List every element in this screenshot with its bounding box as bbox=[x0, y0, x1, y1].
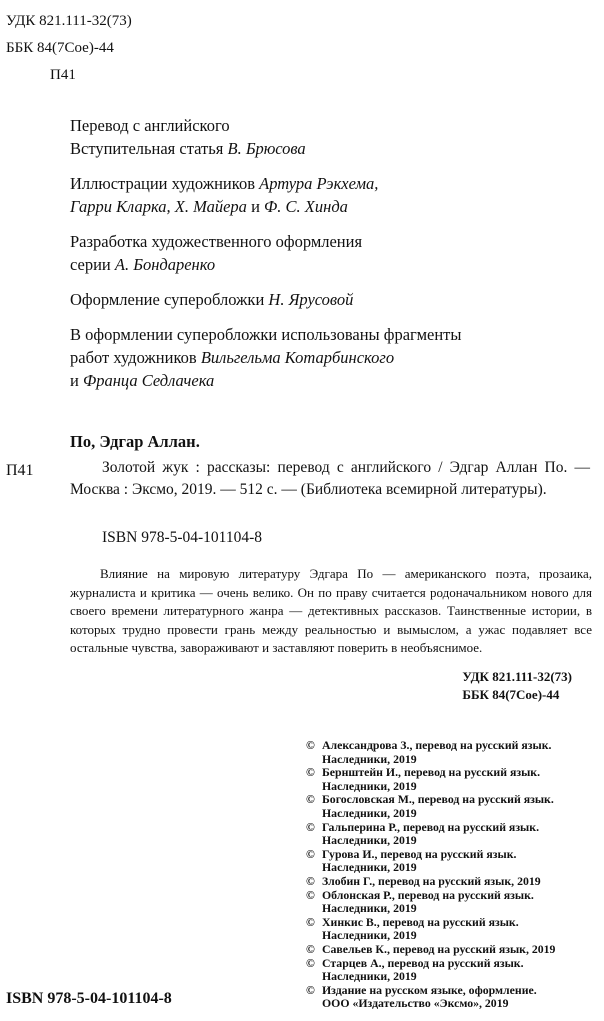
copyright-text bbox=[322, 916, 596, 943]
copyright-symbol: © bbox=[306, 873, 315, 888]
copyright-text bbox=[322, 875, 596, 889]
copyright-text bbox=[322, 821, 596, 848]
copyright-text bbox=[322, 739, 596, 766]
isbn-bottom: ISBN 978-5-04-101104-8 bbox=[6, 990, 172, 1007]
copyright-list bbox=[306, 739, 596, 1011]
copyright-line-1: Хинкис В., перевод на русский язык. bbox=[322, 914, 519, 929]
intro-label: Вступительная статья bbox=[70, 139, 228, 158]
copyright-symbol: © bbox=[306, 765, 315, 780]
copyright-item bbox=[306, 984, 596, 1011]
copyright-symbol: © bbox=[306, 792, 315, 807]
copyright-text bbox=[322, 957, 596, 984]
copyright-item bbox=[306, 957, 596, 984]
copyright-text bbox=[322, 984, 596, 1011]
udk-code-bottom: УДК 821.111-32(73) bbox=[462, 669, 572, 684]
author-sign-record: П41 bbox=[6, 462, 34, 479]
annotation bbox=[70, 565, 592, 658]
copyright-text bbox=[322, 848, 596, 875]
copyright-item bbox=[306, 943, 596, 957]
copyright-line-2: Наследники, 2019 bbox=[322, 969, 417, 984]
copyright-line-2: Наследники, 2019 bbox=[322, 901, 417, 916]
translation-line: Перевод с английского bbox=[70, 116, 230, 135]
bbk-code-top: ББК 84(7Сое)-44 bbox=[6, 40, 114, 56]
copyright-line-1: Александрова З., перевод на русский язык. bbox=[322, 738, 552, 752]
design-author: А. Бондаренко bbox=[114, 255, 216, 274]
copyright-symbol: © bbox=[306, 955, 315, 970]
credits-translation-intro bbox=[70, 114, 590, 160]
fragments-and: и bbox=[70, 371, 83, 390]
copyright-symbol: © bbox=[306, 738, 315, 752]
copyright-line-1: Издание на русском языке, оформление. bbox=[322, 982, 537, 997]
isbn-record: ISBN 978-5-04-101104-8 bbox=[102, 529, 263, 546]
copyright-item bbox=[306, 766, 596, 793]
credits-illustrations bbox=[70, 172, 590, 218]
copyright-text bbox=[322, 889, 596, 916]
copyright-line-1: Злобин Г., перевод на русский язык, 2019 bbox=[322, 873, 541, 888]
copyright-item bbox=[306, 889, 596, 916]
illustrations-label: Иллюстрации художников bbox=[70, 174, 260, 193]
copyright-line-2: ООО «Издательство «Эксмо», 2019 bbox=[322, 996, 509, 1011]
copyright-line-2: Наследники, 2019 bbox=[322, 751, 417, 766]
copyright-symbol: © bbox=[306, 887, 315, 902]
copyright-line-1: Облонская Р., перевод на русский язык. bbox=[322, 887, 534, 902]
bibliographic-description bbox=[70, 457, 590, 501]
copyright-line-2: Наследники, 2019 bbox=[322, 805, 417, 820]
copyright-line-1: Старцев А., перевод на русский язык. bbox=[322, 955, 524, 970]
copyright-line-2: Наследники, 2019 bbox=[322, 860, 417, 875]
copyright-item bbox=[306, 875, 596, 889]
intro-author: В. Брюсова bbox=[227, 139, 306, 158]
credits-design bbox=[70, 230, 590, 276]
copyright-item bbox=[306, 916, 596, 943]
illustrator-2: Гарри Кларка, Х. Майера bbox=[70, 197, 247, 216]
copyright-line-2: Наследники, 2019 bbox=[322, 928, 417, 943]
copyright-text bbox=[322, 766, 596, 793]
copyright-text bbox=[322, 943, 596, 957]
copyright-line-2: Наследники, 2019 bbox=[322, 833, 417, 848]
copyright-line-1: Богословская М., перевод на русский язык. bbox=[322, 792, 554, 807]
design-series: серии bbox=[70, 255, 115, 274]
copyright-text bbox=[322, 793, 596, 820]
illustrator-3: Ф. С. Хинда bbox=[264, 197, 348, 216]
udk-code-top: УДК 821.111-32(73) bbox=[6, 13, 132, 29]
fragments-artist-2: Франца Седлачека bbox=[82, 371, 215, 390]
credits-cover bbox=[70, 288, 590, 311]
copyright-item bbox=[306, 793, 596, 820]
copyright-symbol: © bbox=[306, 914, 315, 929]
credits-fragments bbox=[70, 323, 590, 392]
classification-bottom bbox=[462, 668, 572, 704]
bibliographic-text: Золотой жук : рассказы: перевод с английского / Эдгар Аллан По. — Москва : Эксмо, 2019. — 512 с. — (Библиотека всемирной литературы). bbox=[70, 459, 590, 498]
copyright-symbol: © bbox=[306, 941, 315, 956]
copyright-symbol: © bbox=[306, 846, 315, 861]
fragments-artist-1: Вильгельма Котарбинского bbox=[200, 348, 395, 367]
copyright-line-1: Гурова И., перевод на русский язык. bbox=[322, 846, 517, 861]
credits-block bbox=[70, 114, 590, 404]
author-heading: По, Эдгар Аллан. bbox=[70, 432, 200, 451]
design-label: Разработка художественного оформления bbox=[70, 232, 363, 251]
copyright-symbol: © bbox=[306, 982, 315, 997]
author-sign-top: П41 bbox=[50, 67, 76, 83]
annotation-text: Влияние на мировую литературу Эдгара По — американского поэта, прозаика, журналиста и критика — очень велико. Он по праву считается родоначальником нового для своего времени литературного жанра — детективных рассказов. Таинственные истории, в которых трудно провести грань между реальностью и вымыслом, а ужас подавляет все остальные чувства, завораживают и заставляют поверить в необъяснимое. bbox=[70, 566, 592, 655]
illustrators-and: и bbox=[246, 197, 265, 216]
copyright-line-1: Бернштейн И., перевод на русский язык. bbox=[322, 765, 541, 780]
copyright-item bbox=[306, 848, 596, 875]
copyright-line-1: Гальперина Р., перевод на русский язык. bbox=[322, 819, 540, 834]
copyright-item bbox=[306, 739, 596, 766]
copyright-line-1: Савельев К., перевод на русский язык, 2019 bbox=[322, 941, 556, 956]
copyright-item bbox=[306, 821, 596, 848]
cover-label: Оформление суперобложки bbox=[70, 290, 269, 309]
illustrator-1: Артура Рэкхема, bbox=[259, 174, 379, 193]
copyright-symbol: © bbox=[306, 819, 315, 834]
fragments-line-1: В оформлении суперобложки использованы фрагменты bbox=[70, 325, 462, 344]
fragments-line-2-prefix: работ художников bbox=[70, 348, 201, 367]
bbk-code-bottom: ББК 84(7Сое)-44 bbox=[462, 687, 560, 702]
copyright-line-2: Наследники, 2019 bbox=[322, 778, 417, 793]
cover-author: Н. Ярусовой bbox=[268, 290, 354, 309]
